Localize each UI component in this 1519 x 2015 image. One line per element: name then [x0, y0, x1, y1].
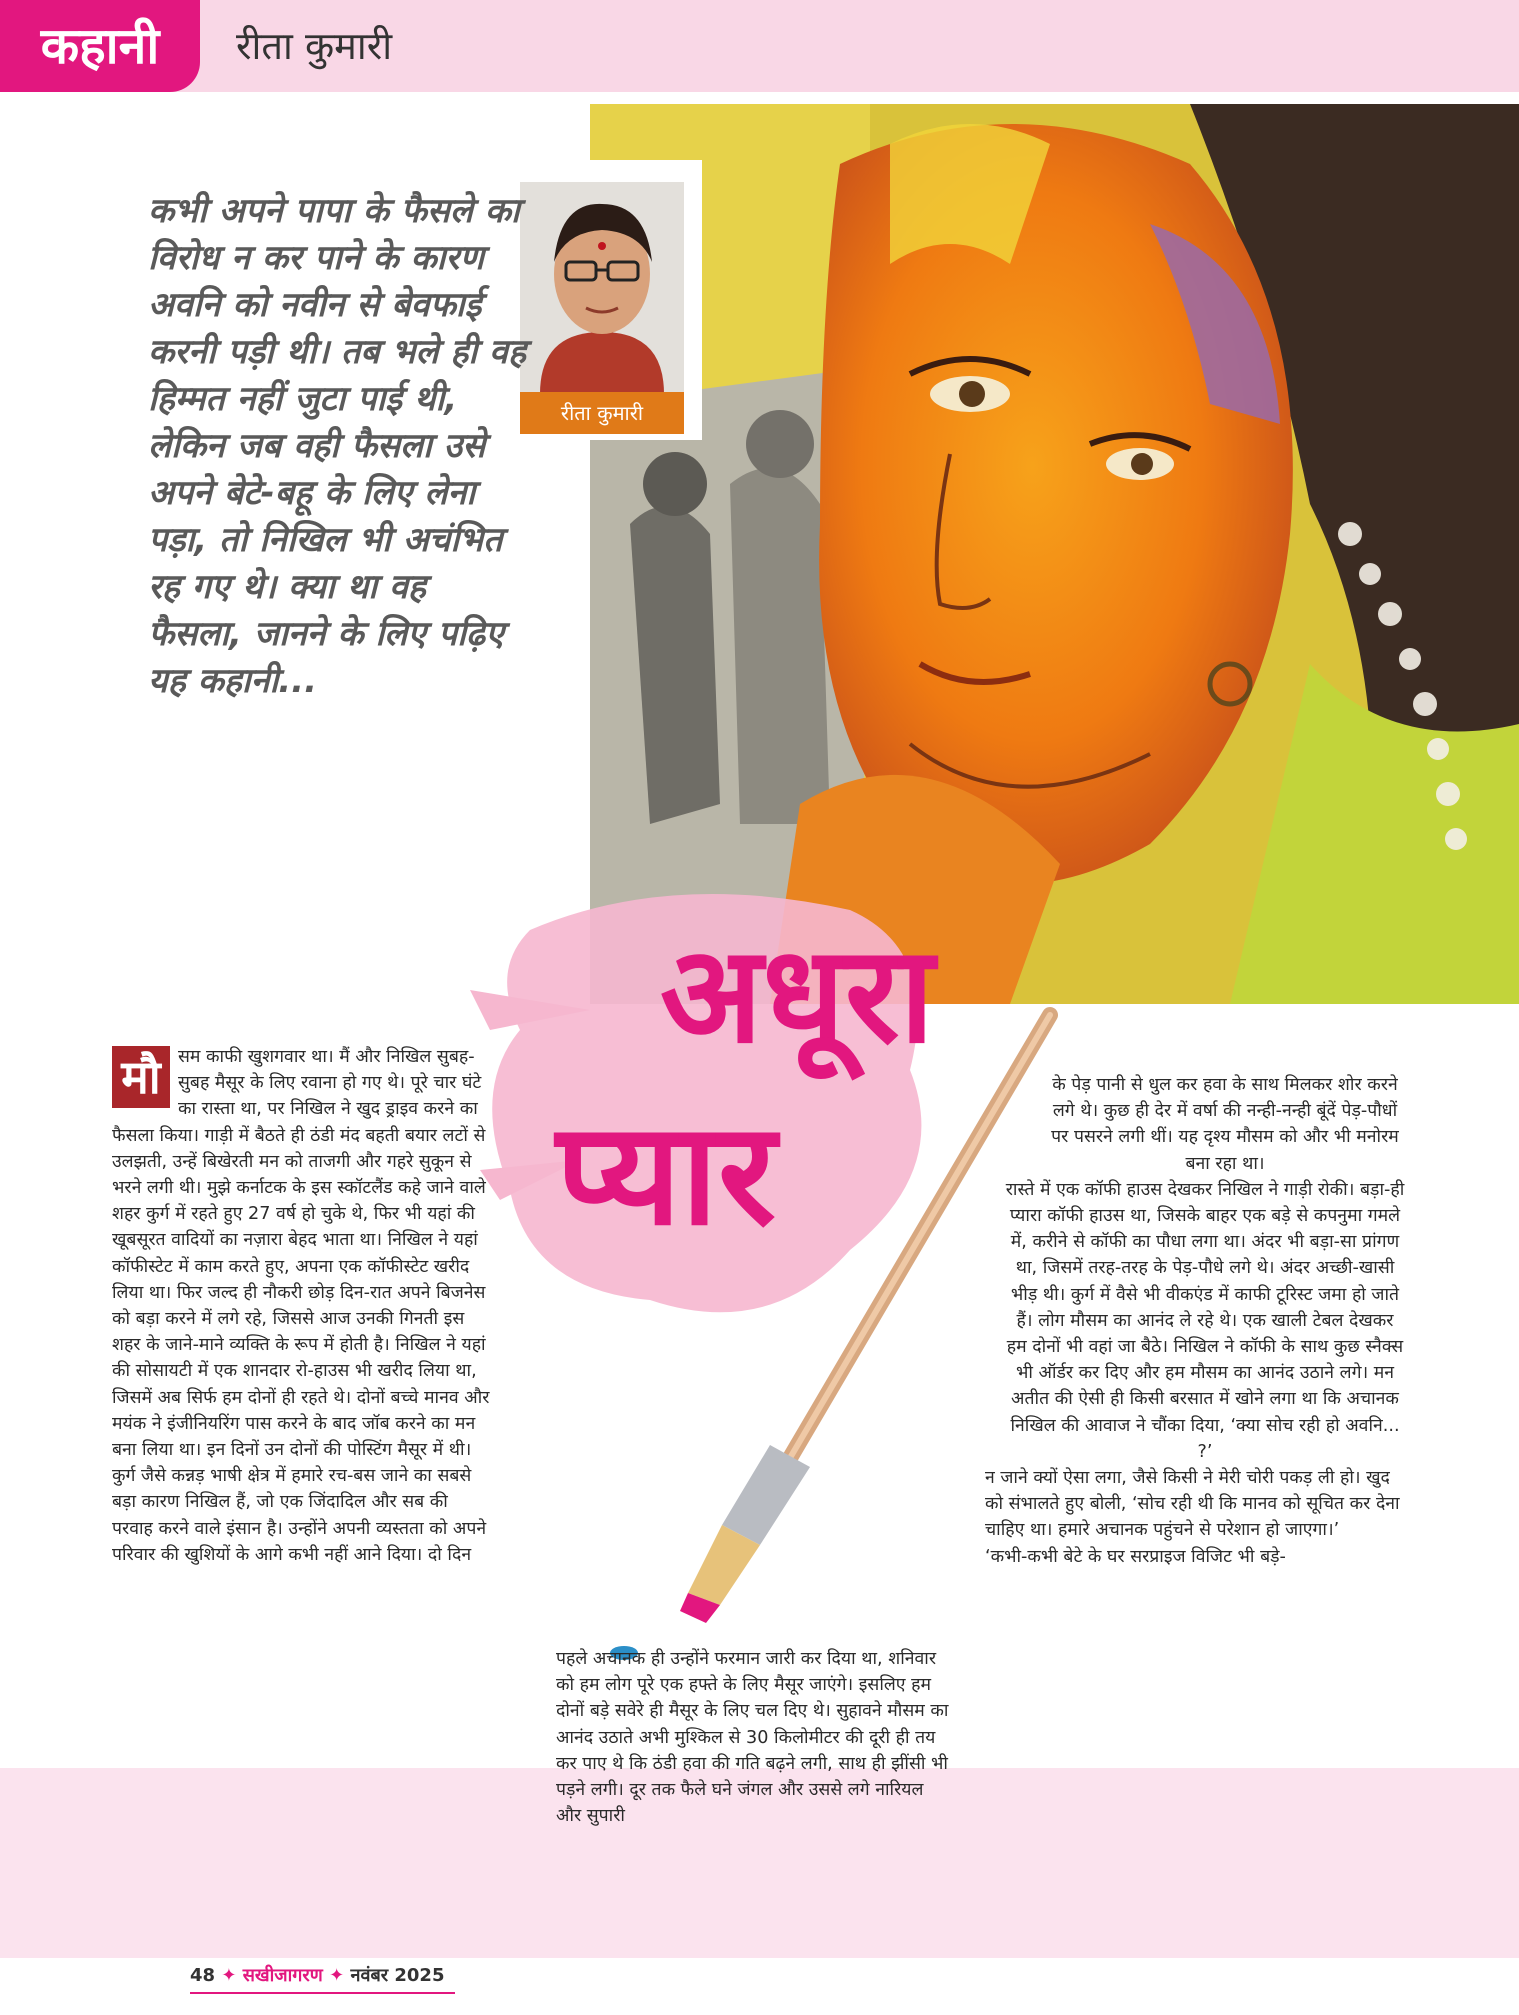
intro-text: कभी अपने पापा के फैसले का विरोध न कर पाने के कारण अवनि को नवीन से बेवफाई करनी पड़ी थी। तब भले ही वह हिम्मत नहीं जुटा पाई थी, लेकिन जब वही फैसला उसे अपने बेटे-बहू के लिए लेना पड़ा, तो निखिल भी अचंभित रह गए थे। क्या था वह फैसला, जानने के लिए पढ़िए यह कहानी... [148, 191, 527, 701]
story-paragraph: ‘कभी-कभी बेटे के घर सरप्राइज विजिट भी बड़े- [985, 1546, 1286, 1567]
story-paragraph: रास्ते में एक कॉफी हाउस देखकर निखिल ने गाड़ी रोकी। बड़ा-ही प्यारा कॉफी हाउस था, जिसके बाहर एक बड़े से कपनुमा गमले में, करीने से कॉफी का पौधा लगा था। अंदर भी बड़ा-सा प्रांगण था, जिसमें तरह-तरह के पेड़-पौधे लगे थे। अंदर अच्छी-खासी भीड़ थी। कुर्ग में वैसे भी वीकएंड में काफी टूरिस्ट जमा हो जाते हैं। लोग मौसम का आनंद ले रहे थे। एक खाली टेबल देखकर हम दोनों भी वहां जा बैठे। निखिल ने कॉफी के साथ कुछ स्नैक्स भी ऑर्डर कर दिए और हम मौसम का आनंद उठाने लगे। मन अतीत की ऐसी ही किसी बरसात में खोने लगा था कि अचानक निखिल की आवाज ने चौंका दिया, ‘क्या सोच रही हो अवनि... ?’ [1005, 1179, 1405, 1462]
star-icon: ✦ [221, 1965, 237, 1986]
story-paragraph: कुर्ग जैसे कन्नड़ भाषी क्षेत्र में हमारे रच-बस जाने का सबसे बड़ा कारण निखिल हैं, जो एक जिंदादिल और सब की परवाह करने वाले इंसान है। उन्होंने अपनी व्यस्तता को अपने परिवार की खुशियों के आगे कभी नहीं आने दिया। दो दिन [112, 1466, 487, 1565]
star-icon: ✦ [329, 1965, 345, 1986]
page-footer [190, 1963, 444, 1989]
issue-date: नवंबर 2025 [350, 1965, 445, 1986]
story-paragraph: न जाने क्यों ऐसा लगा, जैसे किसी ने मेरी चोरी पकड़ ली हो। खुद को संभालते हुए बोली, ‘सोच रही थी कि मानव को सूचित कर देना चाहिए था। हमारे अचानक पहुंचने से परेशान हो जाएगा।’ [985, 1468, 1400, 1541]
footer-rule [190, 1992, 455, 1994]
story-paragraph: पहले अचानक ही उन्होंने फरमान जारी कर दिया था, शनिवार को हम लोग पूरे एक हफ्ते के लिए मैसूर जाएंगे। इसलिए हम दोनों बड़े सवेरे ही मैसूर के लिए चल दिए थे। सुहावने मौसम का आनंद उठाते अभी मुश्किल से 30 किलोमीटर की दूरी ही तय कर पाए थे कि ठंडी हवा की गति बढ़ने लगी, साथ ही झींसी भी पड़ने लगी। दूर तक फैले घने जंगल और उससे लगे नारियल और सुपारी [556, 1649, 949, 1827]
story-column-right [985, 1072, 1405, 1570]
story-column-left [112, 1044, 492, 1568]
story-title-line1: अधूरा [660, 917, 935, 1073]
story-paragraph: के पेड़ पानी से धुल कर हवा के साथ मिलकर शोर करने लगे थे। कुछ ही देर में वर्षा की नन्ही-नन्ही बूंदें पेड़-पौधों पर पसरने लगी थीं। यह दृश्य मौसम को और भी मनोरम बना रहा था। [1051, 1075, 1399, 1174]
painting-illustration [590, 104, 1519, 1004]
story-column-middle [556, 1646, 952, 1829]
story-paragraph: सम काफी खुशगवार था। मैं और निखिल सुबह-सुबह मैसूर के लिए रवाना हो गए थे। पूरे चार घंटे का रास्ता था, पर निखिल ने खुद ड्राइव करने का फैसला किया। गाड़ी में बैठते ही ठंडी मंद बहती बयार लटों से उलझती, उन्हें बिखेरती मन को ताजगी और गहरे सुकून से भरने लगी थी। मुझे कर्नाटक के इस स्कॉटलैंड कहे जाने वाले शहर कुर्ग में रहते हुए 27 वर्ष हो चुके थे, फिर भी यहां की खूबसूरत वादियों का नज़ारा बेहद भाता था। निखिल ने यहां कॉफीस्टेट में काम करते हुए, अपना एक कॉफीस्टेट खरीद लिया था। फिर जल्द ही नौकरी छोड़ दिन-रात अपने बिजनेस को बड़ा करने में लगे रहे, जिससे आज उनकी गिनती इस शहर के जाने-माने व्यक्ति के रूप में होती है। निखिल ने यहां की सोसायटी में एक शानदार रो-हाउस भी खरीद लिया था, जिसमें अब सिर्फ हम दोनों ही रहते थे। दोनों बच्चे मानव और मयंक ने इंजीनियरिंग पास करने के बाद जॉब करने का मन बना लिया था। इन दिनों उन दोनों की पोस्टिंग मैसूर में थी। [112, 1047, 490, 1461]
page-number: 48 [190, 1965, 216, 1986]
author-caption: रीता कुमारी [520, 392, 684, 434]
painting-svg [590, 104, 1519, 1004]
author-portrait [520, 182, 684, 394]
dropcap: मौ [112, 1046, 170, 1108]
header-author: रीता कुमारी [236, 24, 393, 68]
section-tag: कहानी [0, 0, 200, 92]
portrait-svg [520, 182, 684, 394]
magazine-name: सखीजागरण [242, 1965, 323, 1986]
story-title-line2: प्यार [556, 1092, 776, 1257]
header-band [0, 0, 1519, 92]
